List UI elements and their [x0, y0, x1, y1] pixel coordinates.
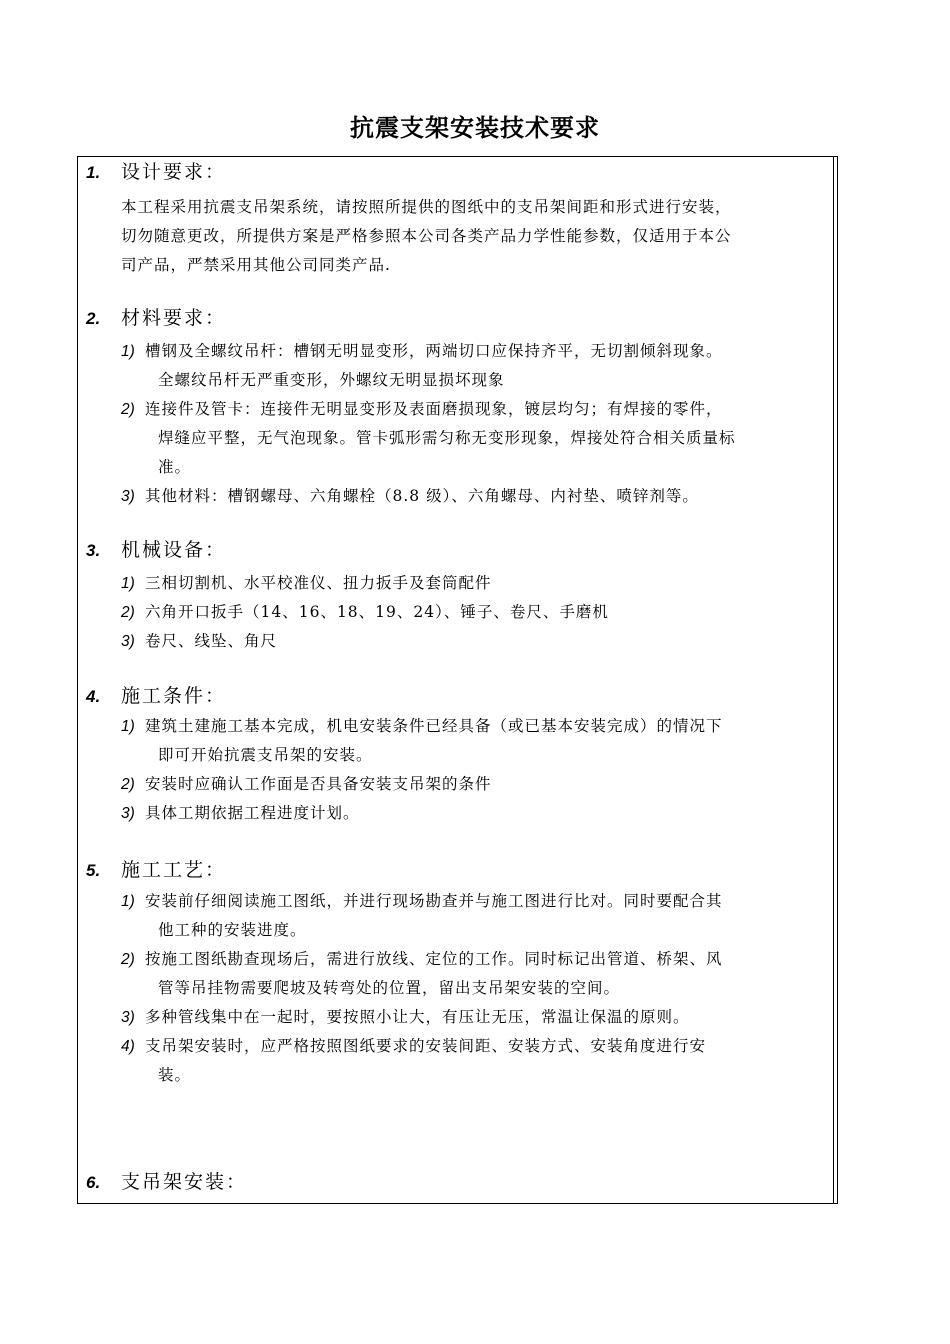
- list-item-text: [145, 770, 837, 799]
- section-number: 6.: [86, 1173, 101, 1192]
- list-item-text: [145, 598, 837, 627]
- list-item: [78, 712, 837, 770]
- list-item-line: 即可开始抗震支吊架的安装。: [158, 746, 373, 764]
- list-item: [78, 1032, 837, 1090]
- section-number: 4.: [86, 687, 101, 706]
- list-item-line: 其他材料：槽钢螺母、六角螺栓（8.8 级）、六角螺母、内衬垫、喷锌剂等。: [145, 487, 699, 505]
- list-item-text: [145, 1003, 837, 1032]
- list-item-number: 3): [121, 488, 135, 505]
- list-item-number: 2): [121, 951, 135, 968]
- section-heading: 机械设备：: [121, 539, 227, 561]
- list-item-number: 4): [121, 1038, 135, 1055]
- list-item: [78, 887, 837, 945]
- section-number: 3.: [86, 541, 101, 560]
- list-item-line: 安装时应确认工作面是否具备安装支吊架的条件: [145, 775, 492, 793]
- section-list: [78, 887, 837, 1090]
- list-item-line: 装。: [158, 1066, 192, 1084]
- list-item-line: 全螺纹吊杆无严重变形，外螺纹无明显损坏现象: [158, 371, 505, 389]
- list-item-line: 按施工图纸勘查现场后，需进行放线、定位的工作。同时标记出管道、桥架、风: [145, 950, 723, 968]
- section-heading: 施工条件：: [121, 685, 227, 707]
- section-number: 5.: [86, 861, 101, 880]
- section-list: [78, 569, 837, 656]
- list-item: [78, 945, 837, 1003]
- list-item-line: 具体工期依据工程进度计划。: [145, 804, 360, 822]
- section-number: 2.: [86, 309, 101, 328]
- paragraph-line: 本工程采用抗震支吊架系统，请按照所提供的图纸中的支吊架间距和形式进行安装，: [121, 198, 732, 216]
- list-item-line: 三相切割机、水平校准仪、扭力扳手及套筒配件: [145, 574, 492, 592]
- list-item: [78, 337, 837, 395]
- list-item: [78, 1003, 837, 1032]
- list-item: [78, 598, 837, 627]
- list-item: [78, 627, 837, 656]
- list-item-line: 准。: [158, 458, 192, 476]
- list-item-text: [145, 1032, 837, 1090]
- list-item-number: 1): [121, 575, 135, 592]
- list-item-text: [145, 569, 837, 598]
- section-heading: 支吊架安装：: [121, 1171, 248, 1193]
- paragraph-line: 司产品，严禁采用其他公司同类产品.: [121, 256, 391, 274]
- list-item-number: 2): [121, 401, 135, 418]
- content-frame: [77, 156, 838, 1204]
- list-item-line: 槽钢及全螺纹吊杆：槽钢无明显变形，两端切口应保持齐平，无切割倾斜现象。: [145, 342, 723, 360]
- list-item-line: 焊缝应平整，无气泡现象。管卡弧形需匀称无变形现象，焊接处符合相关质量标: [158, 429, 736, 447]
- list-item-text: [145, 945, 837, 1003]
- section-list: [78, 712, 837, 828]
- list-item-line: 六角开口扳手（14、16、18、19、24）、锤子、卷尺、手磨机: [145, 603, 609, 621]
- section-heading: 施工工艺：: [121, 859, 227, 881]
- document-title: 抗震支架安装技术要求: [350, 114, 600, 142]
- list-item-number: 2): [121, 604, 135, 621]
- list-item-line: 卷尺、线坠、角尺: [145, 632, 278, 650]
- section-heading: 材料要求：: [121, 307, 227, 329]
- list-item-line: 支吊架安装时，应严格按照图纸要求的安装间距、安装方式、安装角度进行安: [145, 1037, 707, 1055]
- list-item: [78, 482, 837, 511]
- list-item-line: 管等吊挂物需要爬坡及转弯处的位置，留出支吊架安装的空间。: [158, 979, 621, 997]
- list-item-line: 连接件及管卡：连接件无明显变形及表面磨损现象，镀层均匀；有焊接的零件，: [145, 400, 723, 418]
- list-item-text: [145, 395, 837, 482]
- list-item-text: [145, 799, 837, 828]
- list-item-line: 他工种的安装进度。: [158, 921, 307, 939]
- list-item-text: [145, 887, 837, 945]
- list-item-line: 建筑土建施工基本完成，机电安装条件已经具备（或已基本安装完成）的情况下: [145, 717, 723, 735]
- section-heading: 设计要求：: [121, 161, 227, 183]
- list-item-number: 1): [121, 343, 135, 360]
- list-item-line: 多种管线集中在一起时，要按照小让大，有压让无压，常温让保温的原则。: [145, 1008, 690, 1026]
- list-item-number: 2): [121, 776, 135, 793]
- list-item-text: [145, 337, 837, 395]
- list-item-text: [145, 627, 837, 656]
- list-item-text: [145, 482, 837, 511]
- paragraph-line: 切勿随意更改，所提供方案是严格参照本公司各类产品力学性能参数，仅适用于本公: [121, 227, 732, 245]
- section-paragraph: [121, 193, 833, 280]
- list-item-number: 3): [121, 1009, 135, 1026]
- section-number: 1.: [86, 163, 101, 182]
- list-item-text: [145, 712, 837, 770]
- list-item: [78, 799, 837, 828]
- list-item-line: 安装前仔细阅读施工图纸，并进行现场勘查并与施工图进行比对。同时要配合其: [145, 892, 723, 910]
- list-item-number: 1): [121, 718, 135, 735]
- list-item-number: 1): [121, 893, 135, 910]
- list-item: [78, 395, 837, 482]
- list-item: [78, 569, 837, 598]
- section-list: [78, 337, 837, 511]
- list-item-number: 3): [121, 633, 135, 650]
- list-item-number: 3): [121, 805, 135, 822]
- list-item: [78, 770, 837, 799]
